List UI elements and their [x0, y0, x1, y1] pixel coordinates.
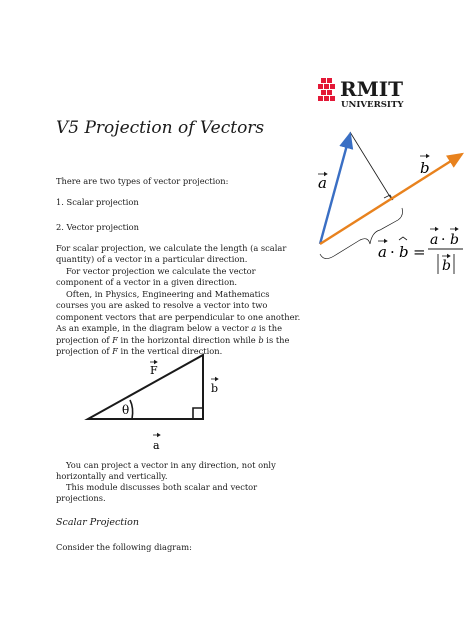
paragraph-any-direction: You can project a vector in any direction, not only horizontally and vertically.: [56, 460, 276, 482]
triangle-right-angle: [193, 408, 203, 419]
label-b-vector: [420, 156, 430, 177]
page-title: V5 Projection of Vectors: [56, 118, 265, 138]
theta-label: θ: [122, 403, 130, 417]
logo-subtext: UNIVERSITY: [341, 100, 404, 110]
p3-part-b: is the projection of: [56, 323, 282, 345]
formula-num-a: a: [430, 232, 439, 248]
projection-diagram: [310, 128, 474, 278]
inline-F: F: [112, 334, 118, 345]
rmit-logo: [318, 76, 408, 110]
label-a-vector: [318, 174, 327, 192]
formula-equals: =: [413, 243, 426, 261]
formula-b-hat: b: [399, 243, 409, 261]
inline-a: a: [251, 323, 257, 334]
formula-num-dot: ·: [441, 232, 446, 248]
rmit-logo-mark: [318, 76, 408, 110]
list-item-scalar: 1. Scalar projection: [56, 197, 139, 207]
p3-part-a: Often, in Physics, Engineering and Mathematics courses you are asked to resolve a vector into two component vectors that are perpendicular to one another. As an example, in the diagram below a vector: [56, 289, 301, 334]
label-a: a: [318, 174, 327, 192]
paragraph-module: This module discusses both scalar and vector projections.: [56, 482, 258, 504]
formula-den-b: b: [442, 258, 451, 274]
formula-num-b: b: [450, 232, 459, 248]
p3-part-d: is the projection of: [56, 334, 290, 357]
intro-text: There are two types of vector projection:: [56, 176, 229, 186]
list-item-vector: 2. Vector projection: [56, 222, 140, 232]
p3-part-c: in the horizontal direction while: [117, 334, 259, 345]
formula-a: a: [378, 243, 387, 261]
label-b-side: b: [211, 382, 219, 395]
label-a-side: a: [153, 439, 160, 452]
paragraph-scalar: For scalar projection, we calculate the length (a scalar quantity) of a vector in a particular direction.: [56, 243, 287, 265]
projection-formula: [378, 229, 463, 274]
paragraph-vector: For vector projection we calculate the vector component of a vector in a given direction.: [56, 266, 256, 288]
paragraph-resolve: [56, 289, 304, 357]
logo-text: RMIT: [340, 77, 403, 101]
theta-arc: [130, 400, 133, 419]
inline-F-2: F: [112, 346, 118, 357]
formula-dot: ·: [390, 243, 395, 261]
label-F: F: [150, 364, 158, 377]
section-heading: Scalar Projection: [56, 517, 139, 528]
label-b: b: [420, 159, 430, 177]
consider-text: Consider the following diagram:: [56, 542, 192, 552]
triangle-diagram: [80, 352, 230, 457]
perpendicular-line: [350, 132, 392, 200]
rmit-pixel-icon: [318, 78, 335, 101]
triangle-shape: [88, 355, 203, 419]
p3-part-e: in the vertical direction.: [117, 346, 223, 357]
inline-b: b: [258, 334, 264, 345]
